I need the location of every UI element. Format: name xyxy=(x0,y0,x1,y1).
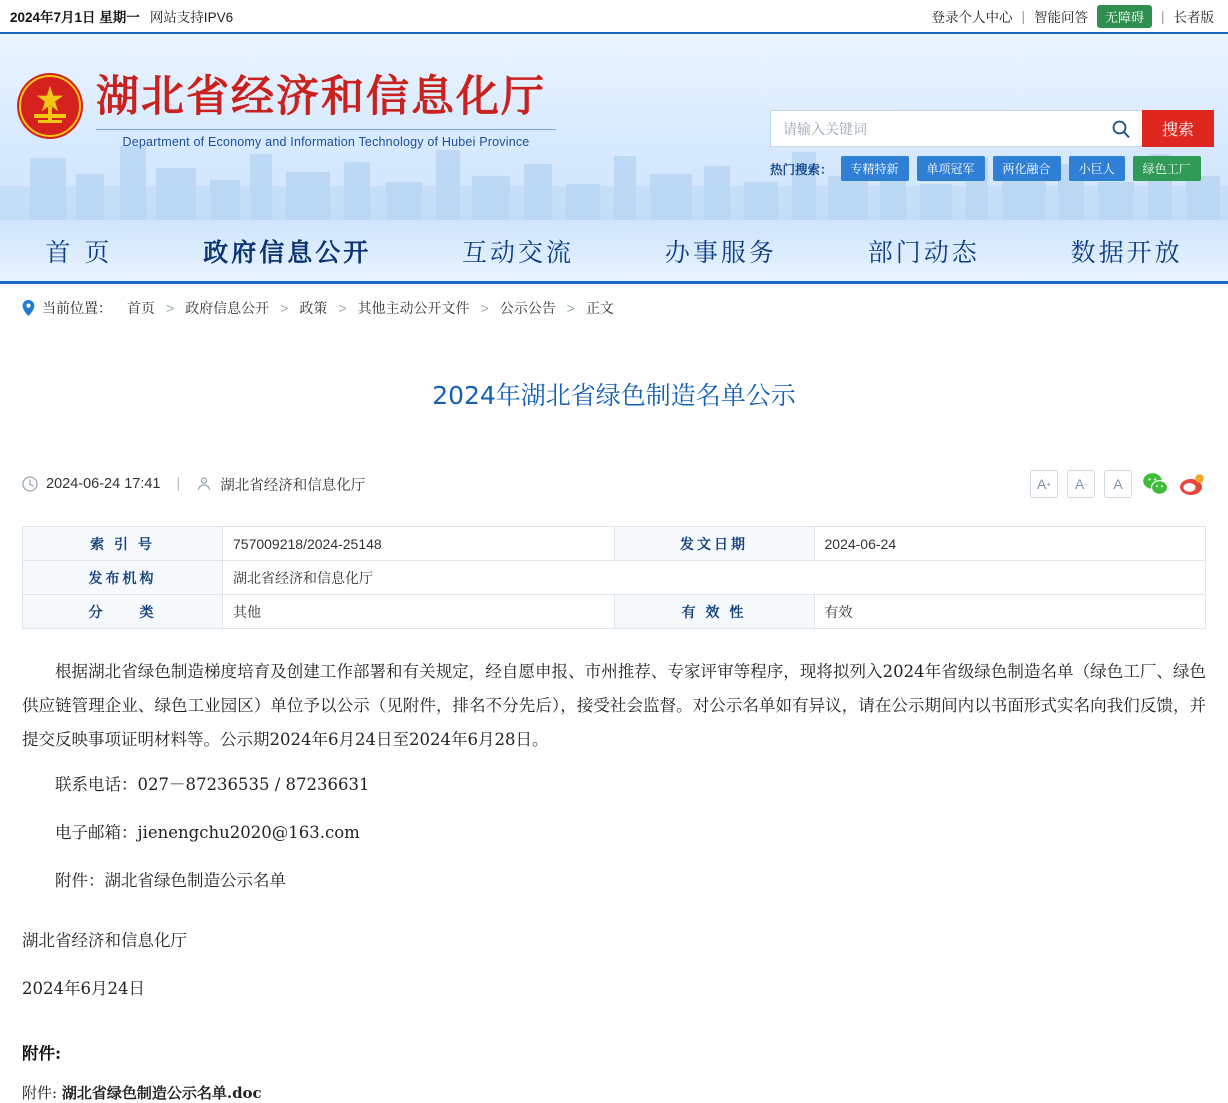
nav-item-home[interactable]: 首 页 xyxy=(45,237,113,267)
ipv6-support-label: 网站支持IPV6 xyxy=(149,10,234,25)
main-nav xyxy=(0,220,1228,284)
smart-qa-link[interactable]: 智能问答 xyxy=(1033,10,1088,25)
info-value-category: 其他 xyxy=(223,595,615,629)
attachment-file-link[interactable]: 湖北省绿色制造公示名单.doc xyxy=(61,1083,262,1102)
search-row xyxy=(770,110,1214,147)
article-source: 湖北省经济和信息化厅 xyxy=(220,477,366,494)
article-body xyxy=(22,655,1206,1006)
meta-divider: | xyxy=(176,476,181,492)
breadcrumb-label: 当前位置： xyxy=(42,300,112,316)
site-title-cn: 湖北省经济和信息化厅 xyxy=(96,72,546,122)
search-input[interactable] xyxy=(770,110,1100,147)
breadcrumb-sep-2: > xyxy=(338,300,347,316)
article-paragraph-0: 根据湖北省绿色制造梯度培育及创建工作部署和有关规定，经自愿申报、市州推荐、专家评审等程序，现将拟列入2024年省级绿色制造名单（绿色工厂、绿色供应链管理企业、绿色工业园区）单位予以公示（见附件，排名不分先后），接受社会监督。对公示名单如有异议，请在公示期间内以书面形式实名向我们反馈，并提交反映事项证明材料等。公示期2024年6月24日至2024年6月28日。 xyxy=(22,662,1206,749)
article-paragraph-2: 电子邮箱：jienengchu2020@163.com xyxy=(55,823,360,843)
info-value-validity: 有效 xyxy=(814,595,1206,629)
topbar-sep-3: | xyxy=(1160,8,1165,24)
nav-item-interaction[interactable]: 互动交流 xyxy=(462,237,575,267)
info-key-publish-date: 发文日期 xyxy=(614,527,814,561)
info-value-publish-date: 2024-06-24 xyxy=(814,527,1206,561)
signature-org: 湖北省经济和信息化厅 xyxy=(22,930,187,950)
source-group xyxy=(196,474,365,495)
info-value-publisher: 湖北省经济和信息化厅 xyxy=(223,561,1206,595)
info-key-publisher: 发布机构 xyxy=(23,561,223,595)
accessibility-button[interactable]: 无障碍 xyxy=(1097,5,1152,28)
breadcrumb-item-4[interactable]: 公示公告 xyxy=(499,300,556,316)
article-signature xyxy=(22,924,1206,1006)
article-meta xyxy=(22,464,1206,504)
nav-item-news[interactable]: 部门动态 xyxy=(867,237,980,267)
login-link[interactable]: 登录个人中心 xyxy=(931,10,1013,25)
current-date: 2024年7月1日 星期一 xyxy=(10,10,140,25)
national-emblem-icon xyxy=(14,70,86,142)
clock-icon xyxy=(22,476,38,492)
attachment-heading: 附件: xyxy=(22,1043,62,1063)
breadcrumb-sep-1: > xyxy=(280,300,289,316)
breadcrumb-sep-0: > xyxy=(166,300,175,316)
breadcrumb-item-0[interactable]: 首页 xyxy=(127,300,155,316)
location-pin-icon xyxy=(22,300,35,316)
info-key-index: 索 引 号 xyxy=(23,527,223,561)
article-container xyxy=(0,376,1228,1103)
source-icon xyxy=(196,476,212,492)
breadcrumb-sep-4: > xyxy=(566,300,575,316)
hot-search-row xyxy=(770,156,1214,181)
document-info-table xyxy=(22,526,1206,629)
magnifier-icon xyxy=(1111,119,1131,139)
hot-tag-3[interactable]: 小巨人 xyxy=(1069,156,1125,181)
breadcrumb-sep-3: > xyxy=(480,300,489,316)
signature-date: 2024年6月24日 xyxy=(22,978,145,998)
hot-tag-1[interactable]: 单项冠军 xyxy=(917,156,985,181)
hot-tag-4[interactable]: 绿色工厂 xyxy=(1133,156,1201,181)
info-key-validity: 有 效 性 xyxy=(614,595,814,629)
search-area xyxy=(770,110,1214,181)
site-banner xyxy=(0,34,1228,220)
article-tools xyxy=(1030,470,1206,498)
breadcrumb-item-5: 正文 xyxy=(585,300,614,316)
breadcrumb-item-2[interactable]: 政策 xyxy=(299,300,328,316)
hot-tag-2[interactable]: 两化融合 xyxy=(993,156,1061,181)
table-row xyxy=(23,595,1206,629)
nav-item-services[interactable]: 办事服务 xyxy=(664,237,777,267)
publish-time-group xyxy=(22,476,161,492)
attachment-list xyxy=(22,1082,1206,1103)
page-title: 2024年湖北省绿色制造名单公示 xyxy=(432,381,796,410)
nav-item-government-info[interactable]: 政府信息公开 xyxy=(203,237,372,267)
breadcrumb xyxy=(0,284,1228,328)
weibo-share-icon[interactable] xyxy=(1178,470,1206,498)
breadcrumb-item-1[interactable]: 政府信息公开 xyxy=(185,300,270,316)
site-title-block xyxy=(96,72,556,149)
breadcrumb-item-3[interactable]: 其他主动公开文件 xyxy=(357,300,470,316)
font-size-small-button[interactable]: A xyxy=(1104,470,1132,498)
article-paragraph-1: 联系电话：027－87236535 / 87236631 xyxy=(55,775,370,795)
topbar-sep-1: | xyxy=(1021,8,1025,24)
hot-search-label: 热门搜索： xyxy=(770,162,833,177)
font-size-large-button[interactable]: A + xyxy=(1030,470,1058,498)
publish-time: 2024-06-24 17:41 xyxy=(46,476,161,492)
topbar-right-group xyxy=(931,5,1214,28)
search-icon[interactable] xyxy=(1100,110,1142,147)
table-row xyxy=(23,561,1206,595)
nav-item-open-data[interactable]: 数据开放 xyxy=(1070,237,1183,267)
hot-tag-0[interactable]: 专精特新 xyxy=(841,156,909,181)
article-paragraph-3: 附件：湖北省绿色制造公示名单 xyxy=(55,871,286,891)
utility-topbar xyxy=(0,0,1228,34)
font-size-medium-button[interactable]: A - xyxy=(1067,470,1095,498)
info-key-category: 分 类 xyxy=(23,595,223,629)
elder-version-link[interactable]: 长者版 xyxy=(1173,10,1214,25)
attachment-lead-label: 附件: xyxy=(22,1083,58,1102)
table-row xyxy=(23,527,1206,561)
site-title-en: Department of Economy and Information Technology of Hubei Province xyxy=(96,129,556,149)
info-value-index: 757009218/2024-25148 xyxy=(223,527,615,561)
topbar-left-group xyxy=(10,6,233,26)
search-button[interactable]: 搜索 xyxy=(1142,110,1214,147)
wechat-share-icon[interactable] xyxy=(1141,470,1169,498)
